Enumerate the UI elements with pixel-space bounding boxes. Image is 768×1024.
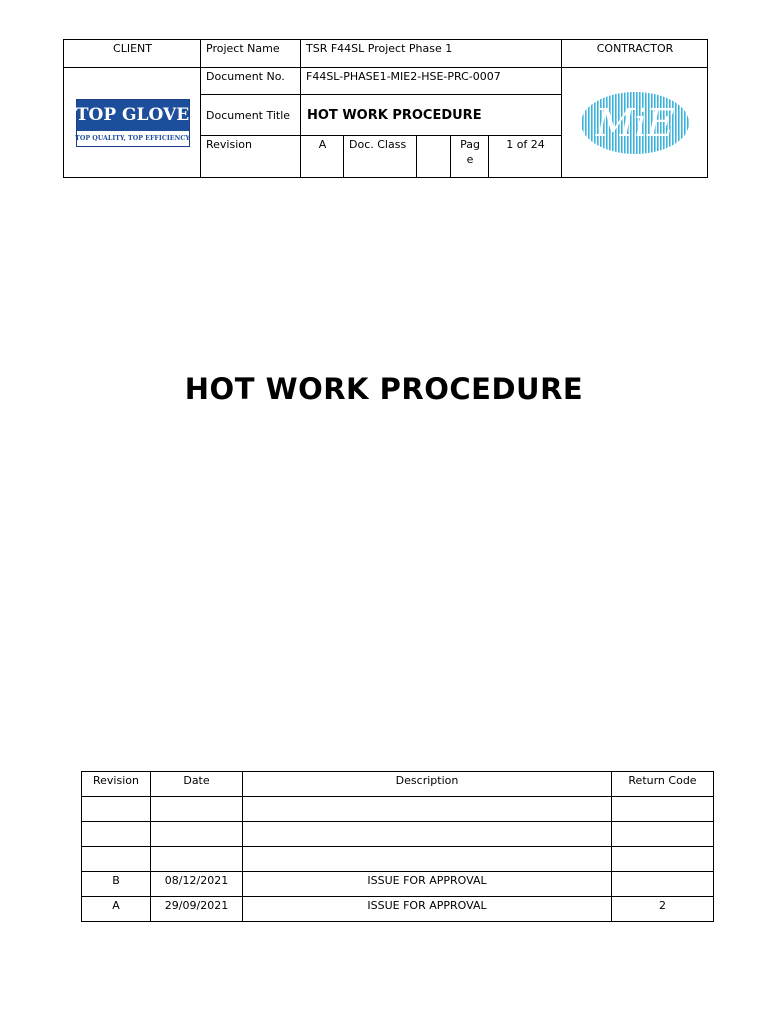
- mie-logo-text: MiE: [595, 101, 675, 145]
- table-row: [82, 797, 714, 822]
- doc-class-label: Doc. Class: [344, 136, 417, 178]
- description-header: Description: [243, 772, 612, 797]
- doc-class-value: [417, 136, 451, 178]
- mie-logo: [579, 90, 691, 156]
- contractor-logo-cell: [562, 68, 708, 178]
- document-title-label: Document Title: [201, 95, 301, 136]
- project-name-label: Project Name: [201, 40, 301, 68]
- table-row: [82, 822, 714, 847]
- date-cell: [151, 822, 243, 847]
- date-cell: [151, 797, 243, 822]
- document-title-value: HOT WORK PROCEDURE: [301, 95, 562, 136]
- table-row: [82, 897, 714, 922]
- top-glove-logo: [76, 99, 190, 147]
- revision-label: Revision: [201, 136, 301, 178]
- revision-cell: [82, 797, 151, 822]
- revision-header: Revision: [82, 772, 151, 797]
- return-code-cell: [612, 847, 714, 872]
- document-no-value: F44SL-PHASE1-MIE2-HSE-PRC-0007: [301, 68, 562, 95]
- description-cell: [243, 847, 612, 872]
- project-name-value: TSR F44SL Project Phase 1: [301, 40, 562, 68]
- top-glove-logo-tagline: TOP QUALITY, TOP EFFICIENCY: [75, 135, 190, 142]
- date-header: Date: [151, 772, 243, 797]
- revision-history-table: [81, 771, 714, 922]
- page-label-line1: Pag: [460, 138, 480, 151]
- page-value: 1 of 24: [489, 136, 562, 178]
- revision-value: A: [301, 136, 344, 178]
- document-header-table: [63, 39, 708, 178]
- description-cell: ISSUE FOR APPROVAL: [243, 872, 612, 897]
- return-code-cell: [612, 822, 714, 847]
- revision-cell: [82, 847, 151, 872]
- return-code-cell: [612, 797, 714, 822]
- date-cell: 08/12/2021: [151, 872, 243, 897]
- revision-table-header-row: [82, 772, 714, 797]
- document-no-label: Document No.: [201, 68, 301, 95]
- top-glove-logo-name: TOP GLOVE: [77, 100, 189, 131]
- description-cell: ISSUE FOR APPROVAL: [243, 897, 612, 922]
- description-cell: [243, 822, 612, 847]
- revision-cell: [82, 822, 151, 847]
- table-row: [82, 872, 714, 897]
- date-cell: [151, 847, 243, 872]
- revision-cell: B: [82, 872, 151, 897]
- return-code-cell: 2: [612, 897, 714, 922]
- table-row: [82, 847, 714, 872]
- contractor-label: CONTRACTOR: [562, 40, 708, 68]
- description-cell: [243, 797, 612, 822]
- date-cell: 29/09/2021: [151, 897, 243, 922]
- page-label-line2: e: [466, 153, 474, 166]
- return-code-cell: [612, 872, 714, 897]
- page-label: [451, 136, 489, 178]
- main-title: HOT WORK PROCEDURE: [184, 372, 584, 406]
- client-label: CLIENT: [64, 40, 201, 68]
- client-logo-cell: [64, 68, 201, 178]
- return-code-header: Return Code: [612, 772, 714, 797]
- revision-cell: A: [82, 897, 151, 922]
